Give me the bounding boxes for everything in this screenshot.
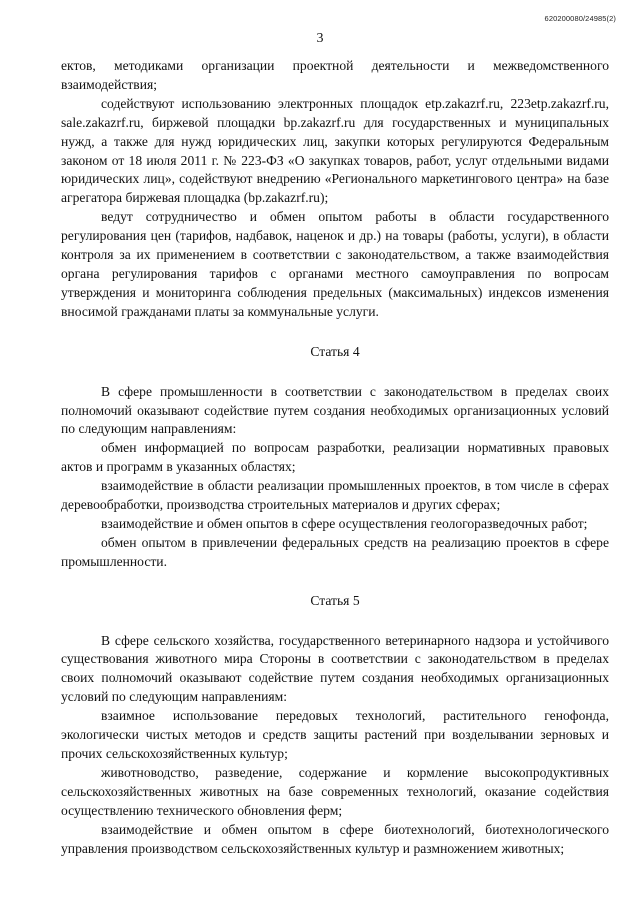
article-4-heading: Статья 4 [310,343,360,359]
paragraph: содействуют использованию электронных площадок etp.zakazrf.ru, 223etp.zakazrf.ru, sale.zakazrf.ru, биржевой площадки bp.zakazrf.ru для государственных и муниципальных нужд, а также для нужд юридических лиц, закупки которых регулируются Федеральным законом от 18 июля 2011 г. № 223-ФЗ «О закупках товаров, работ, услуг отдельными видами юридических лиц», содействуют внедрению «Регионального маркетингового центра» на базе агрегатора биржевая площадка (bp.zakazrf.ru); [61,95,609,206]
paragraph: взаимное использование передовых технологий, растительного генофонда, экологически чистых методов и средств защиты растений при возделывании зерновых и прочих сельскохозяйственных культур; [61,708,609,761]
paragraph: ведут сотрудничество и обмен опытом работы в области государственного регулирования цен (тарифов, надбавок, наценок и др.) на товары (работы, услуги), в области контроля за их применением в соответствии с законодательством, а также взаимодействия органа регулирования тарифов с органами местного самоуправления по вопросам утверждения и мониторинга соблюдения предельных (максимальных) индексов изменения вносимой гражданами платы за коммунальные услуги. [61,209,609,319]
paragraph: животноводство, разведение, содержание и кормление высокопродуктивных сельскохозяйственных животных на базе современных технологий, оказание содействия осуществлению технического обновления ферм; [61,764,609,818]
paragraph: взаимодействие в области реализации промышленных проектов, в том числе в сферах деревообработки, производства строительных материалов и других сферах; [61,478,609,513]
paragraph: В сфере промышленности в соответствии с законодательством в пределах своих полномочий оказывают содействие путем создания необходимых организационных условий по следующим направлениям: [61,383,609,437]
paragraph: ектов, методиками организации проектной деятельности и межведомственного взаимодействия; [61,58,609,92]
page-number: 3 [316,31,324,46]
paragraph: В сфере сельского хозяйства, государственного ветеринарного надзора и устойчивого существования животного мира Стороны в соответствии с законодательством в пределах своих полномочий оказывают содействие путем создания необходимых организационных условий по следующим направлениям: [61,632,609,705]
document-body [61,57,609,858]
article-5-heading: Статья 5 [310,592,360,608]
paragraph: обмен информацией по вопросам разработки, реализации нормативных правовых актов и программ в указанных областях; [61,440,609,475]
document-id: 620200080/24985(2) [544,14,616,23]
paragraph: обмен опытом в привлечении федеральных средств на реализацию проектов в сфере промышленности. [61,534,609,569]
paragraph: взаимодействие и обмен опытом в сфере биотехнологий, биотехнологического управления производством сельскохозяйственных культур и размножением животных; [61,821,609,856]
paragraph: взаимодействие и обмен опытов в сфере осуществления геологоразведочных работ; [101,515,588,531]
